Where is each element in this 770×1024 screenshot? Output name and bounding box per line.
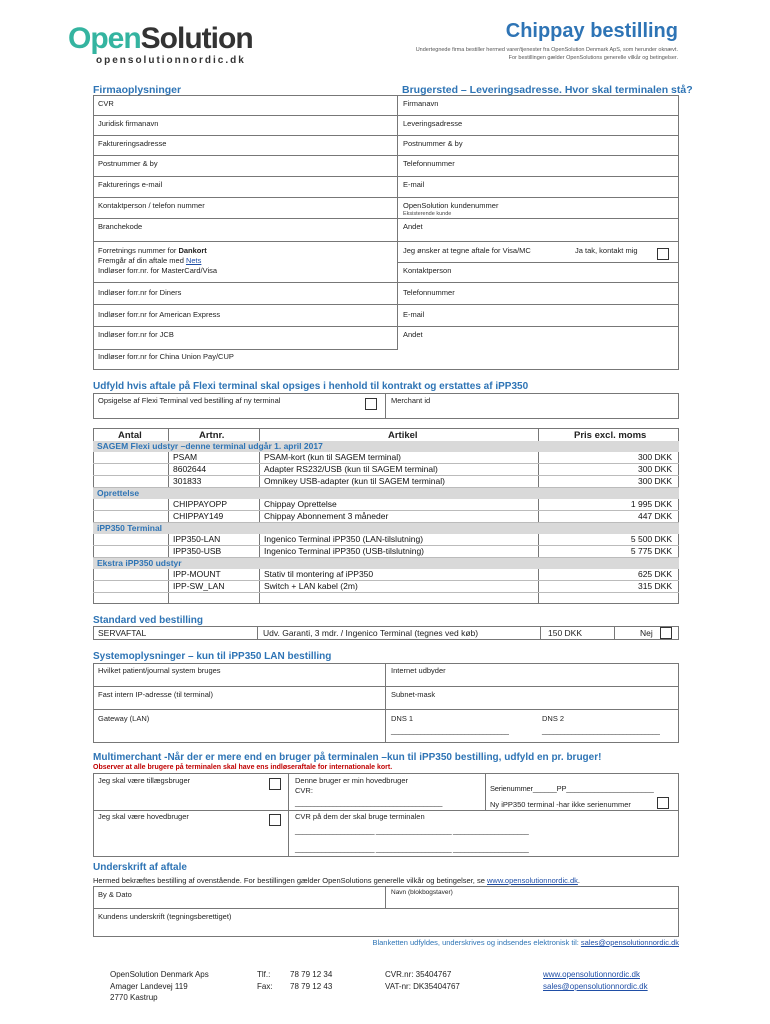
- tillaeg-checkbox[interactable]: [269, 778, 281, 790]
- row-artikel: Chippay Oprettelse: [264, 499, 337, 509]
- row-artikel: PSAM-kort (kun til SAGEM terminal): [264, 452, 401, 462]
- underskrift-text: [93, 876, 580, 885]
- row-artikel: Omnikey USB-adapter (kun til SAGEM terminal): [264, 476, 445, 486]
- footer-cvr: CVR.nr: 35404767: [385, 970, 452, 979]
- row-artikel: Switch + LAN kabel (2m): [264, 581, 358, 591]
- logo: [68, 24, 268, 68]
- underskrift-heading: Underskrift af aftale: [93, 862, 187, 873]
- row-artnr: IPP-SW_LAN: [173, 581, 225, 591]
- group-title: Ekstra iPP350 udstyr: [97, 558, 182, 568]
- page-title: Chippay bestilling: [505, 20, 678, 42]
- serienummer-field[interactable]: Serienummer______PP______________________: [490, 784, 654, 793]
- subtitle-line-2: For bestillingen gælder OpenSolutions generelle vilkår og betingelser.: [508, 55, 678, 61]
- footer-web-link[interactable]: www.opensolutionnordic.dk: [543, 970, 640, 979]
- field-andet[interactable]: Andet: [403, 222, 423, 231]
- header-artnr: Artnr.: [199, 430, 225, 441]
- dns2-blank: ________________________________: [542, 726, 660, 735]
- row-artikel: Chippay Abonnement 3 måneder: [264, 511, 389, 521]
- opsigelse-checkbox[interactable]: [365, 398, 377, 410]
- flexi-heading: Udfyld hvis aftale på Flexi terminal skal opsiges i henhold til kontrakt og erstattes af iPP350: [93, 381, 529, 392]
- ny-ipp-checkbox[interactable]: [657, 797, 669, 809]
- field-telefon[interactable]: Telefonnummer: [403, 159, 455, 168]
- dns1-blank: ________________________________: [391, 726, 509, 735]
- row-artikel: Ingenico Terminal iPP350 (USB-tilslutning): [264, 546, 425, 556]
- field-navn[interactable]: Navn (blokbogstaver): [391, 889, 453, 896]
- footer-fax: 78 79 12 43: [290, 982, 333, 991]
- field-indloser-mc[interactable]: Indløser forr.nr. for MasterCard/Visa: [98, 266, 218, 275]
- footer-company: OpenSolution Denmark Aps: [110, 970, 209, 979]
- logo-open: Open: [68, 22, 141, 55]
- field-kontakt-telefon[interactable]: Telefonnummer: [403, 288, 455, 297]
- forretning-bold: Dankort: [178, 246, 207, 255]
- multi-heading: Multimerchant -Når der er mere end en bruger på terminalen –kun til iPP350 bestilling, udfyld en pr. bruger!: [93, 752, 602, 763]
- fremgaar-text: [98, 256, 201, 265]
- cvr-blank-row-1[interactable]: _____________________ ____________________ ____________________: [295, 826, 529, 835]
- field-postnr[interactable]: Postnummer & by: [98, 159, 158, 168]
- cvr-paa-label: CVR på dem der skal bruge terminalen: [295, 812, 425, 821]
- forretning-prefix: Forretnings nummer for: [98, 246, 179, 255]
- sales-email-link[interactable]: sales@opensolutionnordic.dk: [580, 938, 679, 947]
- footer-tlf-label: Tlf.:: [257, 970, 271, 979]
- row-artnr: IPP350-LAN: [173, 534, 221, 544]
- underskrift-text-prefix: Hermed bekræftes bestilling af ovenstående. For bestillingen gælder OpenSolutions generelle vilkår og betingelser, se: [93, 876, 487, 885]
- firma-box: [93, 95, 679, 370]
- group-header: [93, 488, 679, 499]
- antal-input[interactable]: [94, 452, 167, 463]
- row-price: 315 DKK: [637, 581, 672, 591]
- header-antal: Antal: [118, 430, 142, 441]
- cvr-blank[interactable]: _______________________________________: [295, 798, 443, 807]
- field-kontaktperson[interactable]: Kontaktperson: [403, 266, 452, 275]
- antal-input[interactable]: [94, 476, 167, 487]
- footer-tlf: 78 79 12 34: [290, 970, 333, 979]
- header-pris: Pris excl. moms: [574, 430, 647, 441]
- bruger-heading: Brugersted – Leveringsadresse. Hvor skal terminalen stå?: [402, 84, 693, 96]
- row-price: 5 500 DKK: [630, 534, 672, 544]
- antal-input[interactable]: [94, 569, 167, 580]
- antal-input[interactable]: [94, 499, 167, 510]
- row-artnr: CHIPPAYOPP: [173, 499, 228, 509]
- merchant-id-field[interactable]: Merchant id: [391, 396, 431, 405]
- ny-ipp-label: Ny iPP350 terminal -har ikke serienummer: [490, 800, 631, 809]
- row-artnr: CHIPPAY149: [173, 511, 224, 521]
- min-hoved-label: Denne bruger er min hovedbruger: [295, 776, 408, 785]
- row-artikel: Ingenico Terminal iPP350 (LAN-tilslutning): [264, 534, 424, 544]
- field-fast-ip[interactable]: Fast intern IP-adresse (til terminal): [98, 690, 214, 699]
- field-kontakt[interactable]: Kontaktperson / telefon nummer: [98, 201, 205, 210]
- aftale-label: Jeg ønsker at tegne aftale for Visa/MC: [403, 246, 531, 255]
- row-price: 1 995 DKK: [630, 499, 672, 509]
- field-os-kundenr[interactable]: OpenSolution kundenummer: [403, 201, 499, 210]
- field-branchekode[interactable]: Branchekode: [98, 222, 143, 231]
- system-heading: Systemoplysninger – kun til iPP350 LAN bestilling: [93, 651, 332, 662]
- standard-nej: Nej: [640, 628, 653, 638]
- field-faktura-adresse[interactable]: Faktureringsadresse: [98, 139, 167, 148]
- footer-email-link[interactable]: sales@opensolutionnordic.dk: [543, 982, 648, 991]
- logo-solution: Solution: [140, 22, 253, 55]
- field-patient-system[interactable]: Hvilket patient/journal system bruges: [98, 666, 221, 675]
- group-title: SAGEM Flexi udstyr –denne terminal udgår 1. april 2017: [97, 441, 323, 451]
- header-artikel: Artikel: [388, 430, 418, 441]
- footer-street: Amager Landevej 119: [110, 982, 188, 991]
- row-artnr: 8602644: [173, 464, 207, 474]
- cvr-blank-row-2[interactable]: _____________________ ____________________ ____________________: [295, 844, 529, 853]
- row-price: 300 DKK: [637, 464, 672, 474]
- field-kontakt-email[interactable]: E-mail: [403, 310, 425, 319]
- group-header: [93, 523, 679, 534]
- field-indloser-jcb[interactable]: Indløser forr.nr for JCB: [98, 330, 174, 339]
- standard-code: SERVAFTAL: [98, 628, 147, 638]
- field-forretning[interactable]: [98, 246, 207, 255]
- eksisterende-note: Eksisterende kunde: [403, 211, 452, 217]
- row-artnr: IPP-MOUNT: [173, 569, 221, 579]
- standard-heading: Standard ved bestilling: [93, 615, 204, 626]
- footer-city: 2770 Kastrup: [110, 993, 158, 1002]
- field-indloser-diners[interactable]: Indløser forr.nr for Diners: [98, 288, 182, 297]
- standard-nej-checkbox[interactable]: [660, 627, 672, 639]
- field-faktura-email[interactable]: Fakturerings e-mail: [98, 180, 163, 189]
- field-dns2[interactable]: DNS 2: [542, 714, 565, 723]
- footer-vat: VAT-nr: DK35404767: [385, 982, 460, 991]
- row-price: 300 DKK: [637, 476, 672, 486]
- row-price: 625 DKK: [637, 569, 672, 579]
- field-internet[interactable]: Internet udbyder: [391, 666, 446, 675]
- opsigelse-label: Opsigelse af Flexi Terminal ved bestilling af ny terminal: [98, 396, 281, 405]
- row-artikel: Adapter RS232/USB (kun til SAGEM terminal): [264, 464, 438, 474]
- field-indloser-amex[interactable]: Indløser forr.nr for American Express: [98, 310, 221, 319]
- field-kunde-underskrift[interactable]: Kundens underskrift (tegningsberettiget): [98, 912, 232, 921]
- bottom-submit-text: [372, 938, 679, 947]
- row-artikel: Stativ til montering af iPP350: [264, 569, 374, 579]
- antal-input[interactable]: [94, 511, 167, 522]
- underskrift-text-suffix: .: [577, 876, 580, 885]
- hoved-label: Jeg skal være hovedbruger: [98, 812, 189, 821]
- field-juridisk[interactable]: Juridisk firmanavn: [98, 119, 159, 128]
- row-price: 300 DKK: [637, 452, 672, 462]
- group-title: iPP350 Terminal: [97, 523, 163, 533]
- bottom-prefix: Blanketten udfyldes, underskrives og indsendes elektronisk til:: [372, 938, 581, 947]
- field-indloser-cup[interactable]: Indløser forr.nr for China Union Pay/CUP: [98, 352, 234, 361]
- field-cvr[interactable]: CVR: [98, 99, 114, 108]
- cvr-label: CVR:: [295, 786, 313, 795]
- multi-observer: Observer at alle brugere på terminalen skal have ens indløseraftale for internationale kort.: [93, 764, 393, 771]
- nets-link[interactable]: Nets: [185, 256, 202, 265]
- row-artnr: PSAM: [173, 452, 198, 462]
- field-email[interactable]: E-mail: [403, 180, 425, 189]
- row-price: 447 DKK: [637, 511, 672, 521]
- standard-desc: Udv. Garanti, 3 mdr. / Ingenico Terminal (tegnes ved køb): [263, 628, 479, 638]
- field-by-dato[interactable]: By & Dato: [98, 890, 132, 899]
- antal-input[interactable]: [94, 581, 167, 592]
- hoved-checkbox[interactable]: [269, 814, 281, 826]
- field-subnet[interactable]: Subnet-mask: [391, 690, 436, 699]
- antal-input[interactable]: [94, 534, 167, 545]
- row-price: 5 775 DKK: [630, 546, 672, 556]
- group-title: Oprettelse: [97, 488, 140, 498]
- row-artnr: IPP350-USB: [173, 546, 222, 556]
- field-kontakt-andet[interactable]: Andet: [403, 330, 423, 339]
- footer-fax-label: Fax:: [257, 982, 273, 991]
- ja-tak-label: Ja tak, kontakt mig: [575, 246, 638, 255]
- field-gateway[interactable]: Gateway (LAN): [98, 714, 150, 723]
- firma-heading: Firmaoplysninger: [93, 84, 182, 96]
- field-firmanavn[interactable]: Firmanavn: [403, 99, 439, 108]
- fremgaar-prefix: Fremgår af din aftale med: [98, 256, 186, 265]
- subtitle-line-1: Undertegnede firma bestiller hermed varer/tjenester fra OpenSolution Denmark ApS, som herunder oknævt.: [415, 47, 678, 53]
- field-bruger-postnr[interactable]: Postnummer & by: [403, 139, 463, 148]
- terms-link[interactable]: www.opensolutionnordic.dk: [486, 876, 578, 885]
- ja-tak-checkbox[interactable]: [657, 248, 669, 260]
- antal-input[interactable]: [94, 546, 167, 557]
- row-artnr: 301833: [173, 476, 202, 486]
- field-dns1[interactable]: DNS 1: [391, 714, 414, 723]
- field-leveringsadresse[interactable]: Leveringsadresse: [403, 119, 463, 128]
- logo-domain: opensolutionnordic.dk: [96, 55, 246, 66]
- standard-price: 150 DKK: [548, 628, 583, 638]
- tillaeg-label: Jeg skal være tillægsbruger: [98, 776, 191, 785]
- antal-input[interactable]: [94, 464, 167, 475]
